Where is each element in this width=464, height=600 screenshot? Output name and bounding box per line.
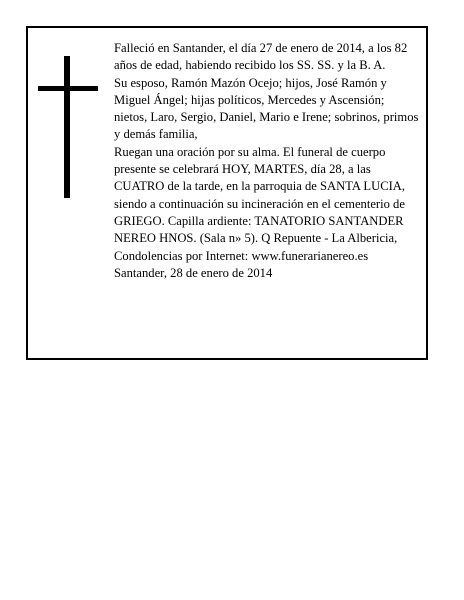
condolences-website: Condolencias por Internet: www.funerarianereo.es <box>114 248 369 263</box>
family-list: Su esposo, Ramón Mazón Ocejo; hijos, José Ramón y Miguel Ángel; hijas políticos, Mercedes y Ascensión; nietos, Laro, Sergio, Daniel, Mario e Irene; sobrinos, primos y demás familia, <box>114 75 419 142</box>
latin-cross-icon <box>38 56 98 198</box>
obituary-text <box>114 40 420 282</box>
obituary-notice-frame <box>26 26 428 360</box>
death-announcement: Falleció en Santander, el día 27 de enero de 2014, a los 82 años de edad, habiendo recibido los SS. SS. y la B. A. <box>114 41 408 73</box>
place-and-date: Santander, 28 de enero de 2014 <box>114 265 273 280</box>
funeral-details: Ruegan una oración por su alma. El funeral de cuerpo presente se celebrará HOY, MARTES, día 28, a las CUATRO de la tarde, en la parroquia de SANTA LUCIA, siendo a continuación su incineración en el cementerio de GRIEGO. Capilla ardiente: TANATORIO SANTANDER NEREO HNOS. (Sala n» 5). Q Repuente - La Albericia, <box>114 144 406 246</box>
cross-horizontal-bar <box>38 86 98 91</box>
cross-vertical-bar <box>64 56 70 198</box>
